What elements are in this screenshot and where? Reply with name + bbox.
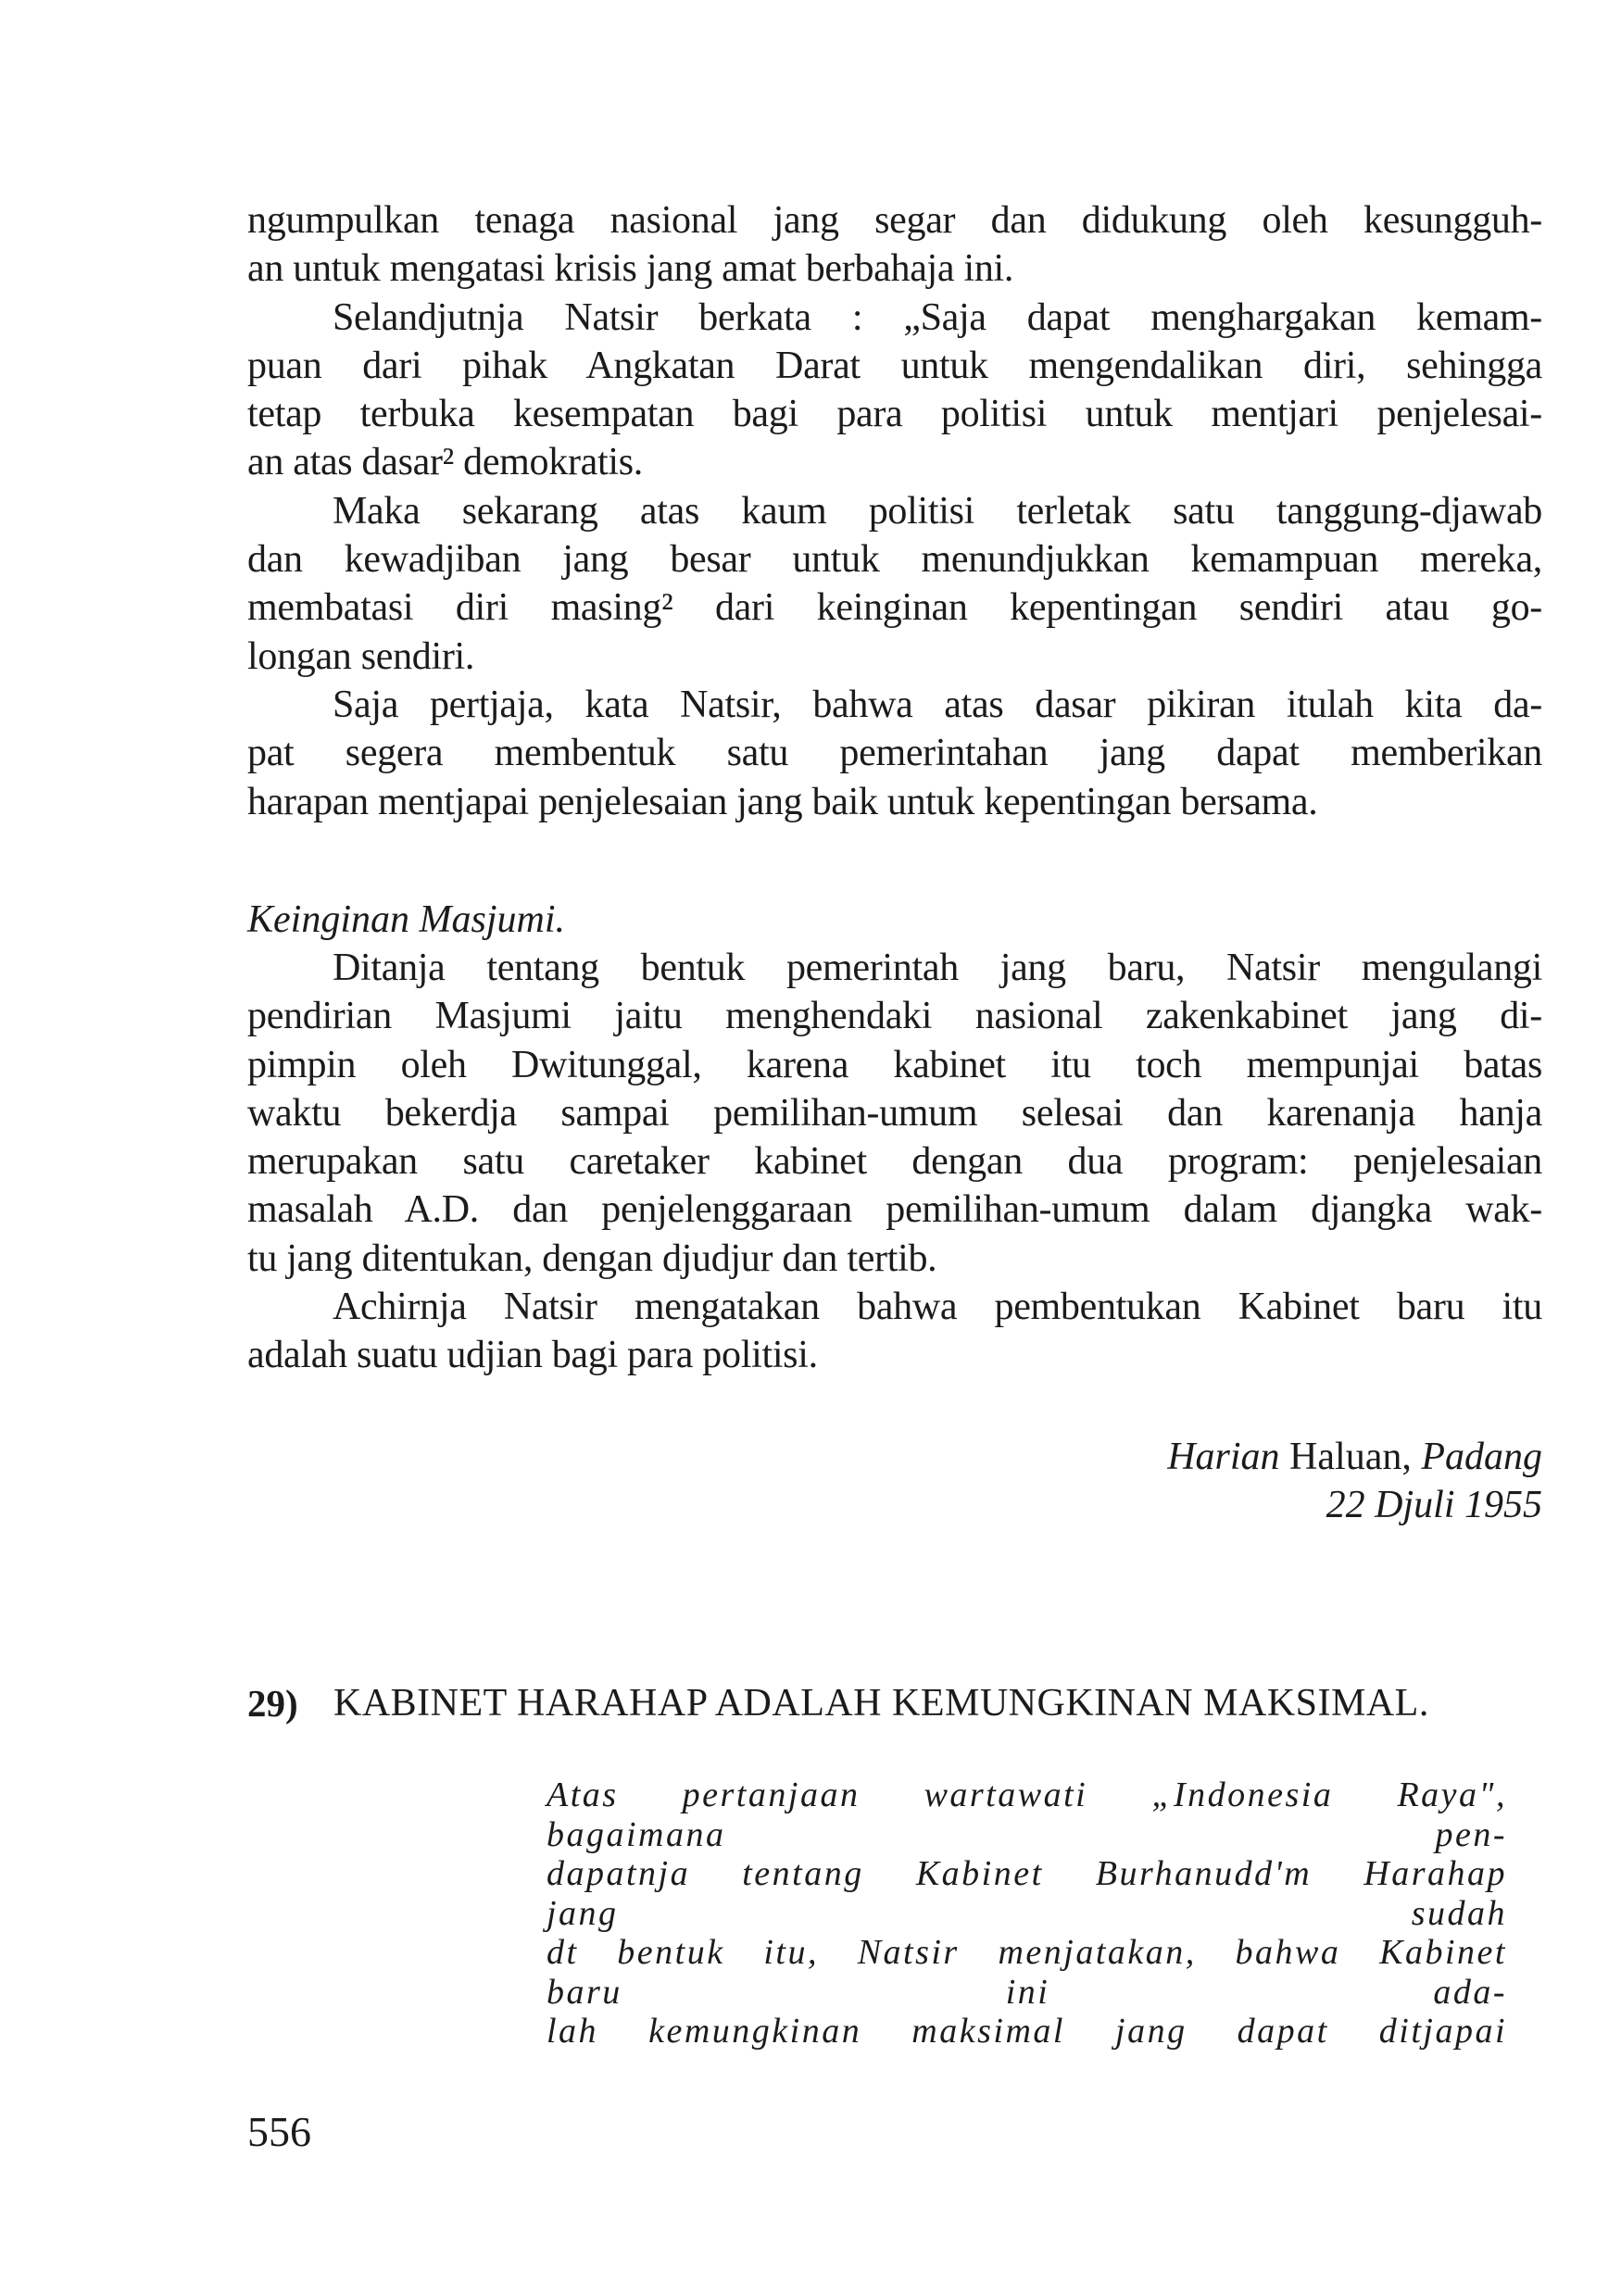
quote-word-group: bahwa [1235, 1933, 1341, 1972]
text-line: Selandjutnja Natsir berkata : „Saja dapat menghargakan kemam- [333, 295, 1542, 339]
quote-line [547, 1853, 1507, 1893]
source-attribution [247, 1433, 1542, 1530]
quote-word-group: maksimal [911, 2012, 1065, 2051]
article-heading [247, 1679, 1542, 1728]
text-line: Achirnja Natsir mengatakan bahwa pembentukan Kabinet baru itu [333, 1286, 1542, 1329]
quote-word-group: ini [1005, 1972, 1050, 2012]
text-line: dan kewadjiban jang besar untuk menundjukkan kemampuan mereka, [247, 538, 1542, 582]
text-line: harapan mentjapai penjelesaian jang baik untuk kepentingan bersama. [247, 780, 1318, 823]
text-line: membatasi diri masing² dari keinginan kepentingan sendiri atau go- [247, 586, 1542, 630]
attribution-part: Harian [1167, 1436, 1290, 1478]
text-line: adalah suatu udjian bagi para politisi. [247, 1334, 818, 1377]
text-line: pimpin oleh Dwitunggal, karena kabinet itu toch mempunjai batas [247, 1043, 1542, 1086]
paragraph [247, 294, 1542, 487]
paragraph [247, 681, 1542, 826]
paragraph [247, 196, 1542, 294]
quote-word-group: Kabinet [915, 1854, 1044, 1893]
text-line: Saja pertjaja, kata Natsir, bahwa atas dasar pikiran itulah kita da- [333, 683, 1542, 726]
quote-line [547, 1775, 1507, 1814]
section-heading: Keinginan Masjumi. [247, 898, 565, 941]
text-line: longan sendiri. [247, 634, 475, 678]
quote-word-group: itu, [763, 1933, 819, 1972]
quote-word-group: pertanjaan [682, 1775, 861, 1814]
quote-word-group: Harahap [1363, 1854, 1507, 1893]
page-number: 556 [247, 2108, 311, 2155]
quote-line [547, 1814, 1507, 1854]
article-title: KABINET HARAHAP ADALAH KEMUNGKINAN MAKSIMAL. [333, 1682, 1429, 1725]
article-number: 29) [247, 1682, 298, 1725]
attribution-line-1 [247, 1433, 1542, 1481]
quote-word-group: wartawati [924, 1775, 1088, 1814]
block-quote [547, 1775, 1507, 2051]
quote-line [547, 1972, 1507, 2012]
text-line: tetap terbuka kesempatan bagi para politisi untuk mentjari penjelesai- [247, 393, 1542, 436]
paragraph [247, 487, 1542, 681]
quote-word-group: bentuk [617, 1933, 725, 1972]
attribution-part: Haluan, [1289, 1436, 1422, 1478]
text-line: Maka sekarang atas kaum politisi terletak satu tanggung-djawab [333, 489, 1542, 533]
quote-line [547, 1932, 1507, 1972]
text-line: an untuk mengatasi krisis jang amat berbahaja ini. [247, 247, 1014, 291]
quote-word-group: sudah [1411, 1893, 1507, 1933]
text-line: Ditanja tentang bentuk pemerintah jang baru, Natsir mengulangi [333, 947, 1542, 989]
quote-word-group: dt [547, 1933, 579, 1972]
text-line: puan dari pihak Angkatan Darat untuk mengendalikan diri, sehingga [247, 344, 1542, 387]
quote-line [547, 1893, 1507, 1933]
main-text-block-1 [247, 196, 1542, 826]
quote-word-group: pen- [1435, 1814, 1507, 1854]
text-line: masalah A.D. dan penjelenggaraan pemilihan-umum dalam djangka wak- [247, 1188, 1542, 1232]
quote-word-group: lah [547, 2012, 599, 2051]
paragraph [247, 944, 1542, 1283]
main-text-block-2 [247, 944, 1542, 1380]
quote-word-group: ditjapai [1378, 2012, 1507, 2051]
attribution-line-2: 22 Djuli 1955 [1326, 1484, 1542, 1527]
quote-word-group: menjatakan, [998, 1933, 1197, 1972]
quote-line [547, 2011, 1507, 2051]
text-line: an atas dasar² demokratis. [247, 441, 643, 484]
quote-word-group: ada- [1433, 1972, 1507, 2012]
quote-word-group: Natsir [857, 1933, 960, 1972]
quote-word-group: Raya", [1397, 1775, 1507, 1814]
quote-word-group: Burhanudd'm [1095, 1854, 1313, 1893]
text-line: tu jang ditentukan, dengan djudjur dan tertib. [247, 1236, 937, 1280]
quote-word-group: baru [547, 1972, 622, 2012]
quote-word-group: tentang [742, 1854, 864, 1893]
quote-word-group: Atas [547, 1775, 619, 1814]
text-line: ngumpulkan tenaga nasional jang segar dan didukung oleh kesungguh- [247, 199, 1542, 242]
quote-word-group: jang [547, 1893, 619, 1933]
quote-word-group: jang [1115, 2012, 1187, 2051]
quote-word-group: bagaimana [547, 1814, 726, 1854]
text-line: waktu bekerdja sampai pemilihan-umum selesai dan karenanja hanja [247, 1091, 1542, 1135]
quote-word-group: kemungkinan [648, 2012, 862, 2051]
text-line: pat segera membentuk satu pemerintahan jang dapat memberikan [247, 732, 1542, 775]
quote-word-group: „Indonesia [1151, 1775, 1334, 1814]
text-line: merupakan satu caretaker kabinet dengan dua program: penjelesaian [247, 1140, 1542, 1184]
quote-word-group: Kabinet [1379, 1933, 1507, 1972]
text-line: pendirian Masjumi jaitu menghendaki nasional zakenkabinet jang di- [247, 995, 1542, 1038]
quote-word-group: dapatnja [547, 1854, 691, 1893]
quote-word-group: dapat [1237, 2012, 1329, 2051]
paragraph [247, 1283, 1542, 1380]
attribution-part: Padang [1421, 1436, 1542, 1478]
